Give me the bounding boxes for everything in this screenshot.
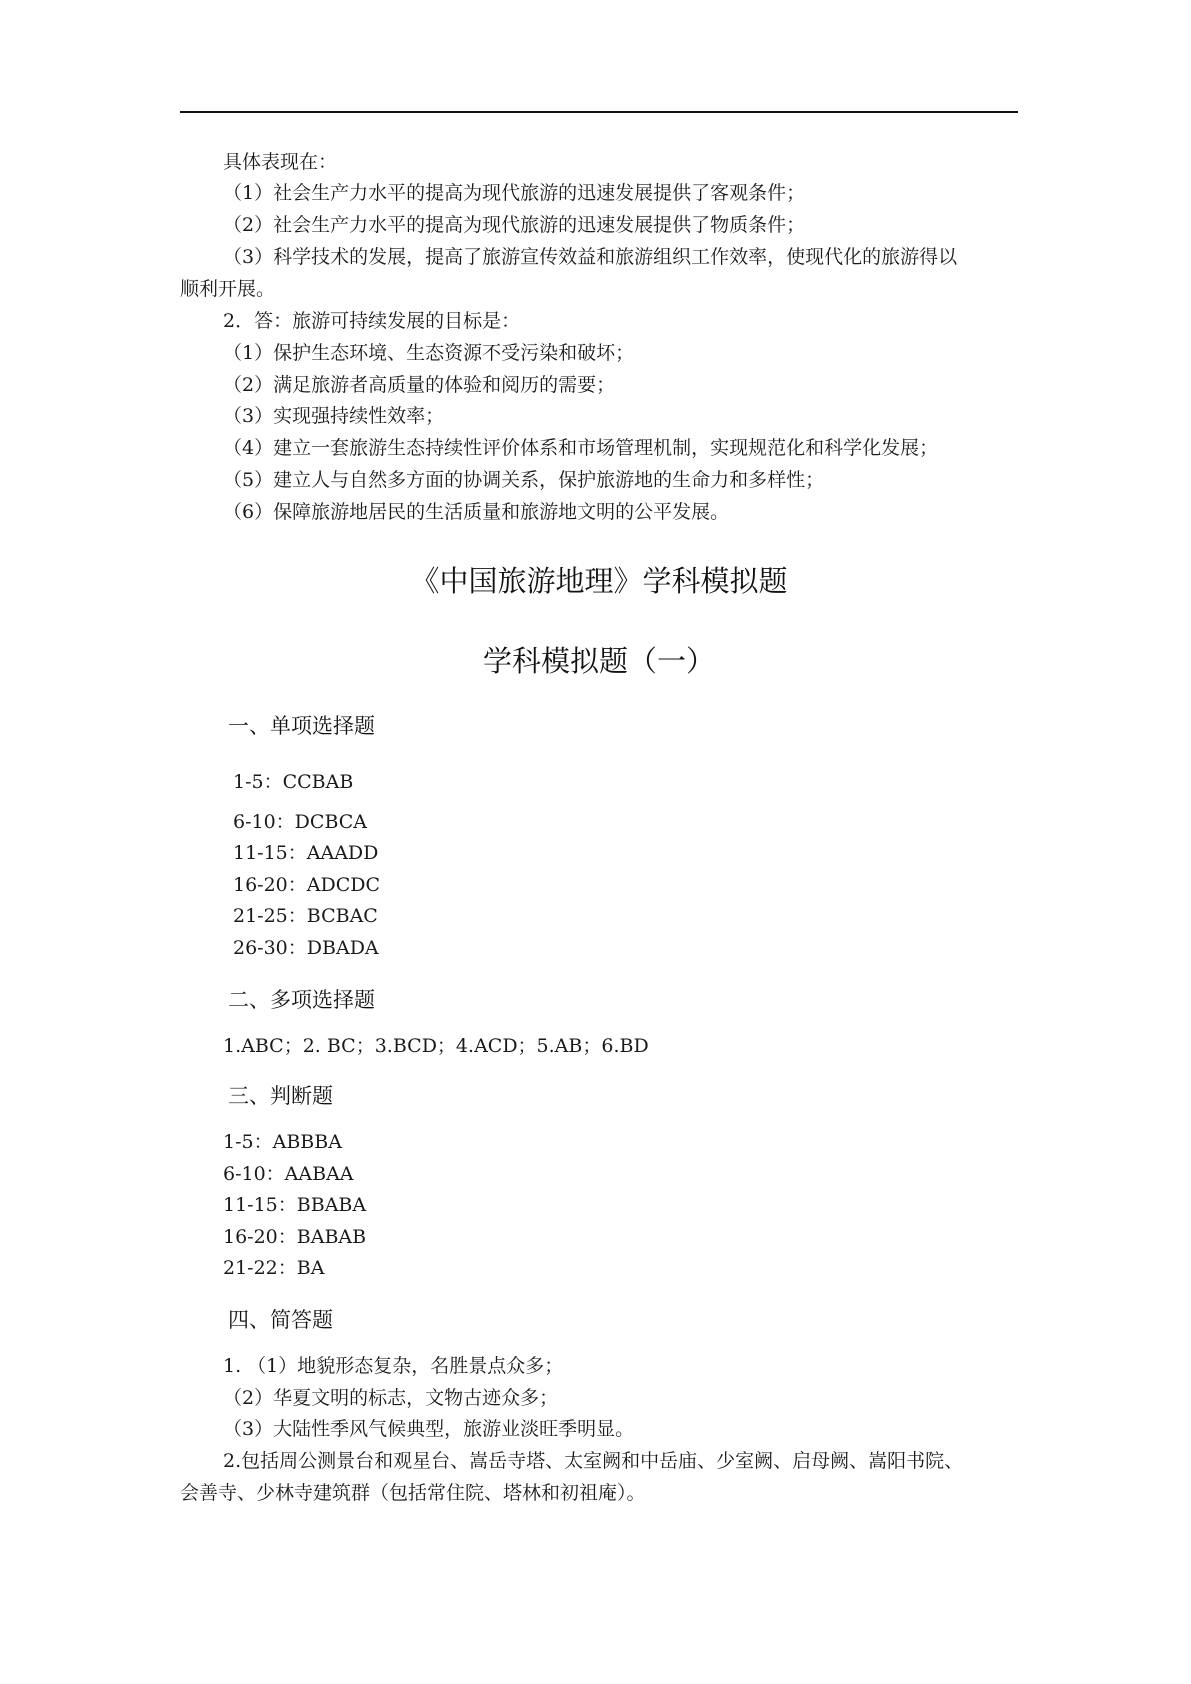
- answer-line: 6-10：AABAA: [223, 1163, 354, 1185]
- answer-line: 1. （1）地貌形态复杂，名胜景点众多；: [223, 1355, 564, 1377]
- intro-line: （3）实现强持续性效率；: [223, 405, 445, 427]
- intro-line: 具体表现在：: [223, 151, 338, 173]
- intro-line: （3）科学技术的发展，提高了旅游宣传效益和旅游组织工作效率，使现代化的旅游得以: [223, 246, 958, 268]
- intro-line: （2）满足旅游者高质量的体验和阅历的需要；: [223, 374, 616, 396]
- page-subtitle: 学科模拟题（一）: [482, 644, 715, 678]
- answer-line: 16-20：BABAB: [223, 1226, 367, 1248]
- intro-line: （2）社会生产力水平的提高为现代旅游的迅速发展提供了物质条件；: [223, 214, 806, 236]
- answer-line: 21-22：BA: [223, 1257, 325, 1279]
- answer-line: 会善寺、少林寺建筑群（包括常住院、塔林和初祖庵）。: [180, 1482, 646, 1504]
- answer-line: 11-15：BBABA: [223, 1194, 367, 1216]
- intro-line: （6）保障旅游地居民的生活质量和旅游地文明的公平发展。: [223, 501, 730, 523]
- answer-line: 2.包括周公测景台和观星台、嵩岳寺塔、太室阙和中岳庙、少室阙、启母阙、嵩阳书院、: [223, 1450, 964, 1472]
- answer-line: 26-30：DBADA: [233, 937, 379, 959]
- section-heading-true-false: 三、判断题: [228, 1084, 333, 1108]
- section-heading-single-choice: 一、单项选择题: [228, 714, 375, 738]
- answer-line: 6-10：DCBCA: [233, 811, 368, 833]
- intro-line: （1）保护生态环境、生态资源不受污染和破坏；: [223, 342, 635, 364]
- intro-line: 2．答：旅游可持续发展的目标是：: [223, 310, 521, 332]
- intro-line: （4）建立一套旅游生态持续性评价体系和市场管理机制，实现规范化和科学化发展；: [223, 437, 939, 459]
- intro-line: （5）建立人与自然多方面的协调关系，保护旅游地的生命力和多样性；: [223, 469, 825, 491]
- answer-line: 11-15：AAADD: [233, 842, 379, 864]
- answer-line: （3）大陆性季风气候典型，旅游业淡旺季明显。: [223, 1418, 635, 1440]
- section-heading-multi-choice: 二、多项选择题: [228, 988, 375, 1012]
- answer-line: 16-20：ADCDC: [233, 874, 381, 896]
- answer-line: 1-5：ABBBA: [223, 1131, 342, 1153]
- answer-line: 1-5：CCBAB: [233, 771, 354, 793]
- answer-line: 1.ABC；2. BC；3.BCD；4.ACD；5.AB；6.BD: [223, 1035, 649, 1057]
- section-heading-short-answer: 四、简答题: [228, 1308, 333, 1332]
- answer-line: （2）华夏文明的标志，文物古迹众多；: [223, 1387, 559, 1409]
- intro-line: 顺利开展。: [180, 278, 276, 300]
- page-title: 《中国旅游地理》学科模拟题: [410, 564, 788, 598]
- header-rule: [180, 111, 1018, 113]
- answer-line: 21-25：BCBAC: [233, 905, 378, 927]
- intro-line: （1）社会生产力水平的提高为现代旅游的迅速发展提供了客观条件；: [223, 182, 806, 204]
